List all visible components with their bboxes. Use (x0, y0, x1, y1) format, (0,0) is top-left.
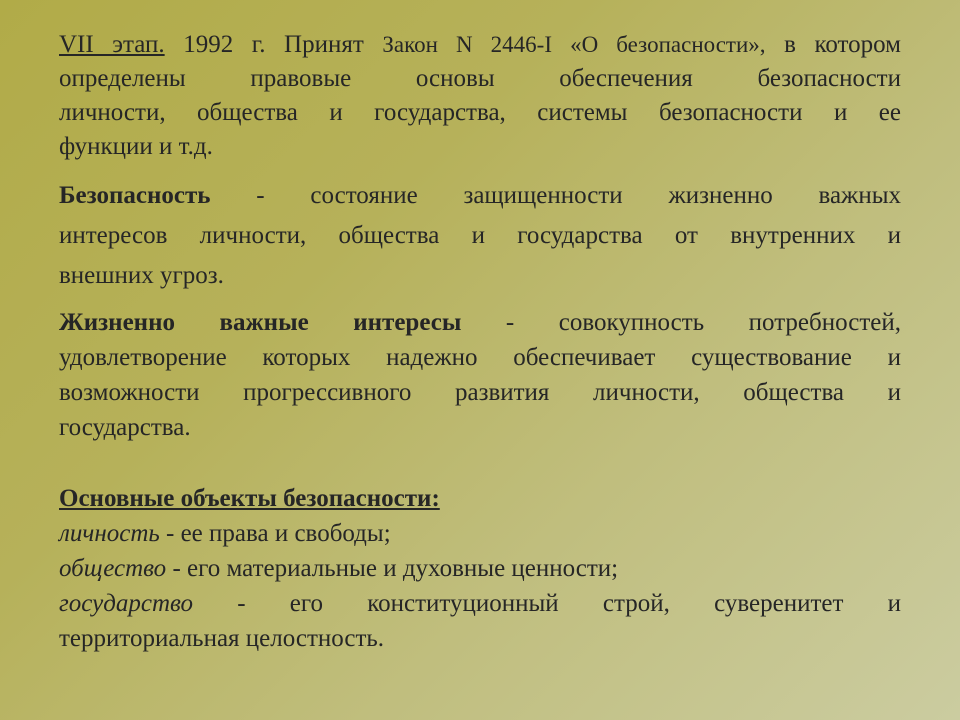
security-line-1 (59, 176, 901, 216)
objects-item-term: личность (59, 520, 160, 547)
security-line-1-rest: - состояние защищенности жизненно важных (210, 182, 901, 209)
stage-law-reference: Закон N 2446-I «О безопасности», (382, 32, 766, 57)
stage-line-4: функции и т.д. (59, 133, 213, 160)
security-term: Безопасность (59, 182, 211, 209)
interests-line-2: удовлетворение которых надежно обеспечивает существование и (59, 344, 901, 371)
security-line-3: внешних угроз. (59, 262, 224, 289)
objects-heading-line (59, 481, 901, 516)
objects-item-desc: - его материальные и духовные ценности; (166, 555, 619, 582)
security-line-2: интересов личности, общества и государства от внутренних и (59, 222, 901, 249)
interests-definition (59, 305, 901, 445)
stage-label: VII этап. (59, 31, 165, 58)
stage-year: 1992 г. Принят (183, 31, 364, 58)
security-definition (59, 176, 901, 296)
objects-item-desc: - ее права и свободы; (159, 520, 391, 547)
stage-line-3: личности, общества и государства, системы безопасности и ее (59, 99, 901, 126)
interests-term: Жизненно важные интересы (59, 309, 462, 336)
stage-line-1-end: в котором (784, 31, 901, 58)
stage-line-1 (59, 28, 901, 62)
interests-line-3: возможности прогрессивного развития личности, общества и (59, 379, 901, 406)
objects-item-state (59, 586, 901, 621)
objects-last-line: территориальная целостность. (59, 625, 385, 652)
objects-item-term: общество (59, 555, 167, 582)
interests-line-1 (59, 305, 901, 340)
stage-line-2: определены правовые основы обеспечения безопасности (59, 65, 901, 92)
objects-item-personality (59, 516, 901, 551)
stage-paragraph (59, 28, 901, 164)
objects-item-desc: - его конституционный строй, суверенитет и (193, 590, 901, 617)
objects-heading: Основные объекты безопасности: (59, 485, 440, 512)
interests-line-4: государства. (59, 414, 191, 441)
objects-item-term: государство (59, 590, 194, 617)
security-objects (59, 481, 901, 656)
objects-item-society (59, 551, 901, 586)
interests-line-1-rest: - совокупность потребностей, (461, 309, 901, 336)
